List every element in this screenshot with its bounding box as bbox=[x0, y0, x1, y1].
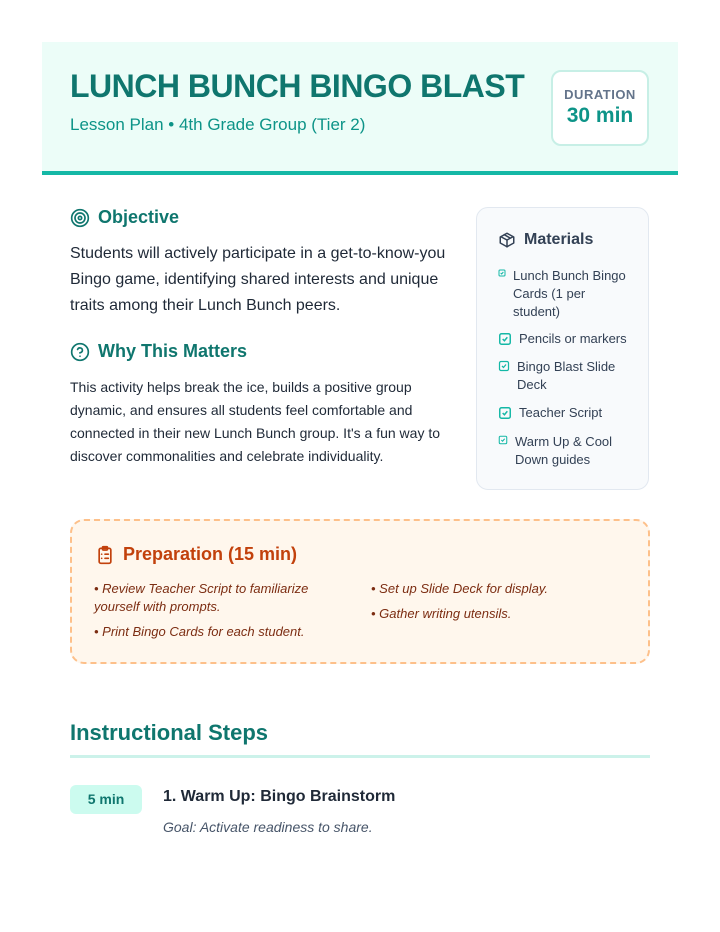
why-text: This activity helps break the ice, builds a positive group dynamic, and ensures all students feel comfortable and connected in their new Lunch Bunch group. It's a fun way to discover commonalities and celebrate individuality. bbox=[70, 379, 441, 464]
lesson-header bbox=[42, 42, 678, 175]
objective-text: Students will actively participate in a get-to-know-you Bingo game, identifying shared interests and unique traits among their Lunch Bunch peers. bbox=[70, 245, 446, 314]
step-title: 1. Warm Up: Bingo Brainstorm bbox=[163, 788, 396, 805]
duration-box bbox=[551, 70, 649, 146]
duration-value: 30 min bbox=[566, 104, 634, 127]
objective-heading bbox=[70, 207, 179, 228]
materials-item-label: Teacher Script bbox=[519, 405, 603, 420]
why-heading-label: Why This Matters bbox=[98, 341, 248, 361]
materials-item bbox=[498, 330, 638, 348]
materials-heading-label: Materials bbox=[524, 231, 594, 248]
materials-item bbox=[498, 358, 633, 394]
instructional-steps-heading: Instructional Steps bbox=[70, 720, 269, 745]
package-icon bbox=[498, 231, 516, 249]
preparation-card bbox=[70, 519, 650, 664]
materials-item-label: Bingo Blast Slide Deck bbox=[517, 359, 616, 392]
preparation-item: • Review Teacher Script to familiarize yourself with prompts. bbox=[94, 581, 309, 614]
materials-item bbox=[498, 433, 623, 469]
checkbox-checked-icon bbox=[498, 269, 506, 277]
preparation-item: • Set up Slide Deck for display. bbox=[371, 581, 549, 596]
preparation-heading-label: Preparation (15 min) bbox=[123, 544, 298, 564]
step-time-badge: 5 min bbox=[70, 785, 142, 814]
clipboard-icon bbox=[95, 545, 115, 565]
lesson-title: LUNCH BUNCH BINGO BLAST bbox=[70, 68, 525, 104]
materials-item bbox=[498, 267, 628, 321]
section-divider bbox=[70, 755, 650, 758]
materials-heading bbox=[498, 231, 593, 249]
materials-card bbox=[476, 207, 649, 490]
why-heading bbox=[70, 341, 247, 362]
materials-item bbox=[498, 404, 638, 422]
preparation-item: • Gather writing utensils. bbox=[371, 606, 512, 621]
checkbox-checked-icon bbox=[498, 332, 512, 346]
preparation-item: • Print Bingo Cards for each student. bbox=[94, 624, 305, 639]
objective-heading-label: Objective bbox=[98, 207, 180, 227]
checkbox-checked-icon bbox=[498, 360, 510, 372]
checkbox-checked-icon bbox=[498, 435, 508, 445]
target-icon bbox=[70, 208, 90, 228]
lesson-subtitle: Lesson Plan • 4th Grade Group (Tier 2) bbox=[70, 115, 366, 134]
materials-item-label: Warm Up & Cool Down guides bbox=[515, 434, 613, 467]
materials-item-label: Pencils or markers bbox=[519, 331, 627, 346]
question-circle-icon bbox=[70, 342, 90, 362]
duration-label: DURATION bbox=[564, 87, 636, 102]
step-goal: Goal: Activate readiness to share. bbox=[163, 819, 373, 835]
preparation-heading bbox=[95, 544, 297, 565]
checkbox-checked-icon bbox=[498, 406, 512, 420]
materials-item-label: Lunch Bunch Bingo Cards (1 per student) bbox=[513, 268, 626, 319]
